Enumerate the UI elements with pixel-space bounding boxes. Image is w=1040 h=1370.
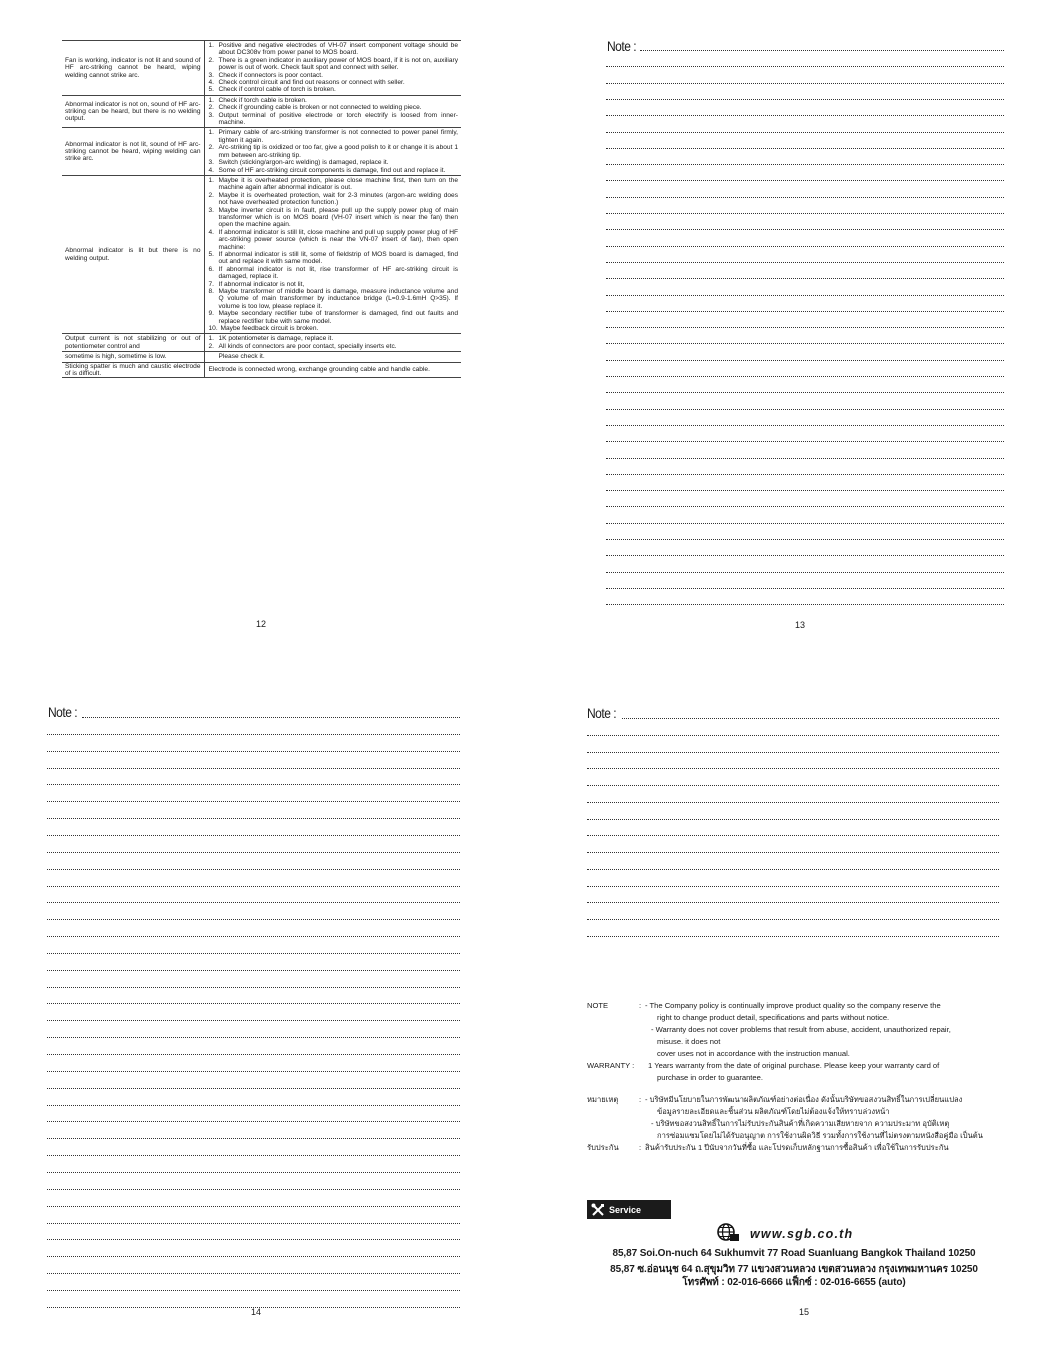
note-line — [587, 785, 999, 786]
note-label: Note : — [607, 38, 637, 54]
warranty-label: WARRANTY : — [587, 1061, 635, 1070]
solution-text: 1K potentiometer is damage, replace it. — [218, 335, 334, 343]
solution-cell — [204, 128, 461, 175]
note-line — [47, 768, 460, 769]
solution-item — [209, 159, 459, 166]
solution-text: Check if torch cable is broken. — [218, 96, 307, 104]
note-line — [606, 555, 1004, 556]
note-line — [622, 718, 999, 719]
solution-item — [209, 310, 459, 325]
solution-item — [209, 42, 459, 57]
solution-number: 1. — [208, 42, 214, 49]
note-line — [47, 1105, 460, 1106]
table-row — [62, 128, 461, 175]
note-line — [606, 311, 1004, 312]
note-line-th: - บริษัทขอสงวนสิทธิ์ในการไม่รับประกันสินค้าที่เกิดความเสียหายจาก ความประมาท อุบัติเหตุ — [651, 1119, 950, 1128]
solution-number: 6. — [208, 265, 214, 273]
solution-text: Some of HF arc-striking circuit components is damage, find out and replace it. — [218, 166, 446, 174]
note-line: cover uses not in accordance with the instruction manual. — [657, 1049, 850, 1058]
note-line — [47, 1071, 460, 1072]
note-line — [606, 278, 1004, 279]
solution-number: 5. — [208, 86, 214, 94]
solution-text: Maybe inverter circuit is in fault, please pull up the supply power plug of main transformer which is on MOS board (VH-07 insert which is near the fan) then open the machine again. — [218, 206, 458, 229]
note-line — [606, 66, 1004, 67]
solution-number: 8. — [208, 288, 214, 295]
solution-number: 2. — [208, 191, 214, 199]
solution-item — [209, 325, 459, 332]
table-row — [62, 41, 461, 96]
note-line — [606, 262, 1004, 263]
note-line — [47, 734, 460, 735]
solution-number: 4. — [208, 228, 214, 236]
note-label-th: หมายเหตุ — [587, 1095, 619, 1104]
warranty-line-th: สินค้ารับประกัน 1 ปีนับจากวันที่ซื้อ และโปรดเก็บหลักฐานการซื้อสินค้า เพื่อใช้ในการรับประกัน — [645, 1143, 949, 1152]
note-line — [47, 902, 460, 903]
page-number: 14 — [250, 1307, 261, 1317]
note-line — [47, 1206, 460, 1207]
problem-cell: Abnormal indicator is lit but there is no welding output. — [62, 175, 204, 334]
note-line: misuse. it does not — [657, 1037, 721, 1046]
solution-text: Switch (sticking/argon-arc welding) is damaged, replace it. — [218, 159, 389, 167]
note-line — [47, 1239, 460, 1240]
solution-text: Electrode is connected wrong, exchange grounding cable and handle cable. — [208, 366, 430, 374]
problem-cell: Abnormal indicator is not lit, sound of HF arc-striking cannot be heard, wiping welding can strike arc. — [62, 128, 204, 175]
solution-item — [209, 129, 459, 144]
solution-item — [209, 229, 459, 251]
solution-cell — [204, 95, 461, 128]
solution-number: 7. — [208, 280, 214, 288]
solution-number: 2. — [208, 144, 214, 152]
solution-item — [209, 97, 459, 104]
table-row — [62, 334, 461, 352]
note-line — [606, 132, 1004, 133]
note-line — [587, 852, 999, 853]
note-line — [47, 1121, 460, 1122]
note-label: NOTE — [587, 1001, 609, 1010]
note-label: Note : — [587, 705, 617, 721]
website — [716, 1224, 853, 1244]
solution-number: 3. — [208, 206, 214, 214]
solution-number: 1. — [208, 335, 214, 343]
note-line — [47, 801, 460, 802]
solution-number: 3. — [208, 159, 214, 167]
note-line — [82, 717, 460, 718]
page-number: 13 — [794, 620, 805, 630]
solution-item — [209, 177, 459, 192]
note-line — [587, 768, 999, 769]
solution-text: Positive and negative electrodes of VH-07 insert component voltage should be about DC308v from power panel to MOS board. — [218, 42, 458, 57]
note-line — [587, 802, 999, 803]
note-line — [606, 588, 1004, 589]
problem-cell: Sticking spatter is much and caustic electrode of is difficult. — [62, 362, 204, 378]
table-row — [62, 362, 461, 378]
solution-text: Primary cable of arc-striking transformer is not connected to power panel firmly, tighten it again. — [218, 129, 458, 144]
note-line — [606, 115, 1004, 116]
note-line — [47, 1172, 460, 1173]
warranty-line: 1 Years warranty from the date of original purchase. Please keep your warranty card of — [648, 1061, 940, 1070]
solution-item — [209, 266, 459, 281]
note-line — [606, 392, 1004, 393]
note-line — [47, 953, 460, 954]
note-line — [47, 936, 460, 937]
note-line — [606, 474, 1004, 475]
note-line — [47, 852, 460, 853]
note-line — [606, 506, 1004, 507]
solution-number: 10. — [208, 325, 218, 333]
note-line — [606, 295, 1004, 296]
solution-text: Output terminal of positive electrode or torch electrify is loosed from inner-machine. — [218, 111, 458, 127]
note-line — [606, 360, 1004, 361]
note-line — [606, 376, 1004, 377]
note-line — [606, 213, 1004, 214]
solution-text: Please check it. — [218, 353, 265, 361]
solution-text: If abnormal indicator is still lit, some of fieldstrip of MOS board is damaged, find out and replace it with same model. — [218, 250, 458, 266]
solution-item — [209, 251, 459, 266]
solution-cell — [204, 41, 461, 96]
solution-text: Arc-striking tip is oxidized or too far, give a good polish to it or change it is about 1 mm between arc-striking tip. — [218, 144, 458, 159]
note-line: - Warranty does not cover problems that result from abuse, accident, unauthorized repair, — [651, 1025, 951, 1034]
note-line — [47, 919, 460, 920]
troubleshooting-table — [62, 40, 461, 378]
note-line — [606, 99, 1004, 100]
note-line — [47, 987, 460, 988]
note-line — [606, 197, 1004, 198]
solution-item — [209, 86, 459, 93]
colon: : — [638, 1001, 642, 1010]
note-line — [47, 869, 460, 870]
solution-item — [209, 72, 459, 79]
note-line — [47, 1155, 460, 1156]
note-line — [606, 523, 1004, 524]
note-line — [606, 604, 1004, 605]
note-line: - The Company policy is continually improve product quality so the company reserve the — [645, 1001, 941, 1010]
note-line: right to change product detail, specifications and parts without notice. — [657, 1013, 890, 1022]
solution-cell — [204, 352, 461, 362]
address-th: 85,87 ซ.อ่อนนุช 64 ถ.สุขุมวิท 77 แขวงสวนหลวง เขตสวนหลวง กรุงเทพมหานคร 10250 — [610, 1264, 978, 1275]
solution-text: If abnormal indicator is not lit, — [218, 280, 305, 288]
note-line — [606, 425, 1004, 426]
note-line — [606, 539, 1004, 540]
solution-text: If abnormal indicator is not lit, rise transformer of HF arc-striking circuit is damaged, replace it. — [218, 265, 458, 281]
solution-text: Maybe feedback circuit is broken. — [220, 325, 319, 333]
note-line — [47, 835, 460, 836]
note-line — [47, 1256, 460, 1257]
solution-item — [209, 79, 459, 86]
service-badge — [587, 1200, 671, 1219]
note-line — [606, 458, 1004, 459]
problem-cell: Abnormal indicator is not on, sound of HF arc-striking can be heard, but there is no welding output. — [62, 95, 204, 128]
address-en: 85,87 Soi.On-nuch 64 Sukhumvit 77 Road Suanluang Bangkok Thailand 10250 — [612, 1248, 976, 1259]
problem-cell: Fan is working, indicator is not lit and sound of HF arc-striking cannot be heard, wiping welding cannot strike arc. — [62, 41, 204, 96]
note-line — [47, 1088, 460, 1089]
solution-number: 5. — [208, 250, 214, 258]
solution-text: Maybe it is overheated protection, wait for 2-3 minutes (argon-arc welding does not have overheated protection function.) — [218, 191, 458, 207]
note-line — [587, 835, 999, 836]
note-line — [606, 572, 1004, 573]
solution-item — [209, 207, 459, 229]
note-line — [47, 1037, 460, 1038]
phone-th: โทรศัพท์ : 02-016-6666 แฟ็กซ์ : 02-016-6655 (auto) — [682, 1277, 906, 1288]
solution-number: 4. — [208, 166, 214, 174]
note-line — [47, 1290, 460, 1291]
solution-item — [209, 192, 459, 207]
solution-number: 3. — [208, 111, 214, 119]
note-line — [587, 919, 999, 920]
solution-item — [209, 104, 459, 111]
solution-item — [209, 335, 459, 342]
note-line — [47, 784, 460, 785]
note-line — [587, 819, 999, 820]
service-label: Service — [609, 1204, 642, 1215]
solution-cell — [204, 334, 461, 352]
note-line — [587, 869, 999, 870]
table-row — [62, 175, 461, 334]
solution-number: 4. — [208, 79, 214, 87]
warranty-line: purchase in order to guarantee. — [657, 1073, 763, 1082]
solution-cell — [204, 175, 461, 334]
solution-text: There is a green indicator in auxiliary power of MOS board, if it is not on, auxiliary power is out of work. Check fault spot and connect with seller. — [218, 56, 458, 72]
note-line — [606, 409, 1004, 410]
note-line — [587, 886, 999, 887]
solution-number: 9. — [208, 310, 214, 318]
solution-number: 1. — [208, 129, 214, 137]
solution-number: 1. — [208, 176, 214, 184]
note-line — [606, 164, 1004, 165]
tools-icon — [587, 1200, 609, 1219]
solution-item — [209, 144, 459, 159]
solution-text: All kinds of connectors are poor contact, specially inserts etc. — [218, 342, 397, 350]
solution-text: Check if grounding cable is broken or not connected to welding piece. — [218, 104, 422, 112]
note-label: Note : — [48, 704, 78, 720]
colon: : — [638, 1143, 642, 1152]
note-line — [606, 490, 1004, 491]
table-row — [62, 95, 461, 128]
note-line — [587, 735, 999, 736]
solution-item — [209, 112, 459, 127]
solution-number: 2. — [208, 104, 214, 112]
solution-text: Maybe it is overheated protection, please close machine first, then turn on the machine again after abnormal indicator is out. — [218, 176, 458, 192]
note-line-th: - บริษัทมีนโยบายในการพัฒนาผลิตภัณฑ์อย่างต่อเนื่อง ดังนั้นบริษัทขอสงวนสิทธิ์ในการเปลี่ยนแปลง — [645, 1095, 963, 1104]
note-line — [47, 1189, 460, 1190]
solution-item — [209, 167, 459, 174]
page-number: 12 — [255, 619, 266, 629]
note-line — [587, 902, 999, 903]
note-line — [47, 1273, 460, 1274]
problem-cell: Output current is not stabilizing or out of potentiometer control and — [62, 334, 204, 352]
note-line-th: การซ่อมแซมโดยไม่ได้รับอนุญาต การใช้งานผิดวิธี รวมทั้งการใช้งานที่ไม่ตรงตามหนังสือคู่มือ เป็นต้น — [657, 1131, 983, 1140]
solution-item — [209, 57, 459, 72]
note-line — [606, 148, 1004, 149]
page-number: 15 — [798, 1307, 809, 1317]
globe-icon — [716, 1222, 740, 1247]
note-line — [47, 1138, 460, 1139]
note-line — [47, 1003, 460, 1004]
solution-text: Check if connectors is poor contact. — [218, 71, 323, 79]
solution-text: Maybe transformer of middle board is damage, measure inductance volume and Q volume of main transformer by inductance bridge (L=0.9-1.6mH Q>35). If volume is too low, please replace it. — [218, 288, 458, 310]
solution-text: Check control circuit and find out reasons or connect with seller. — [218, 79, 405, 87]
note-line — [606, 180, 1004, 181]
note-line — [606, 83, 1004, 84]
note-line — [47, 1020, 460, 1021]
table-row — [62, 352, 461, 362]
warranty-label-th: รับประกัน — [587, 1143, 619, 1152]
note-line — [640, 50, 1004, 51]
note-line — [606, 441, 1004, 442]
solution-item — [209, 288, 459, 310]
warranty-notes — [587, 1000, 1001, 1154]
note-line — [587, 936, 999, 937]
note-line — [47, 1223, 460, 1224]
note-line — [606, 327, 1004, 328]
solution-text: If abnormal indicator is still lit, close machine and pull up supply power plug of HF arc-striking power source (which is near the VN-07 insert of fan), then open machine: — [218, 228, 458, 251]
troubleshooting-page — [62, 40, 461, 378]
note-line — [606, 246, 1004, 247]
solution-number: 3. — [208, 71, 214, 79]
solution-cell — [204, 362, 461, 378]
solution-number: 2. — [208, 56, 214, 64]
note-line-th: ข้อมูลรายละเอียดและชิ้นส่วน ผลิตภัณฑ์โดยไม่ต้องแจ้งให้ทราบล่วงหน้า — [657, 1107, 890, 1116]
solution-number: 2. — [208, 342, 214, 350]
note-line — [606, 343, 1004, 344]
note-line — [587, 752, 999, 753]
note-line — [606, 229, 1004, 230]
note-line — [47, 1054, 460, 1055]
note-line — [47, 751, 460, 752]
colon: : — [638, 1095, 642, 1104]
solution-item — [209, 281, 459, 288]
note-line — [47, 818, 460, 819]
note-line — [47, 886, 460, 887]
website-url: www.sgb.co.th — [750, 1227, 854, 1241]
solution-number: 1. — [208, 96, 214, 104]
solution-text: Check if control cable of torch is broken. — [218, 86, 336, 94]
solution-item — [209, 343, 459, 350]
solution-text: Maybe secondary rectifier tube of transformer is damaged, find out faults and replace rectifier tube with same model. — [218, 310, 458, 325]
problem-cell: sometime is high, sometime is low. — [62, 352, 204, 362]
note-line — [47, 970, 460, 971]
